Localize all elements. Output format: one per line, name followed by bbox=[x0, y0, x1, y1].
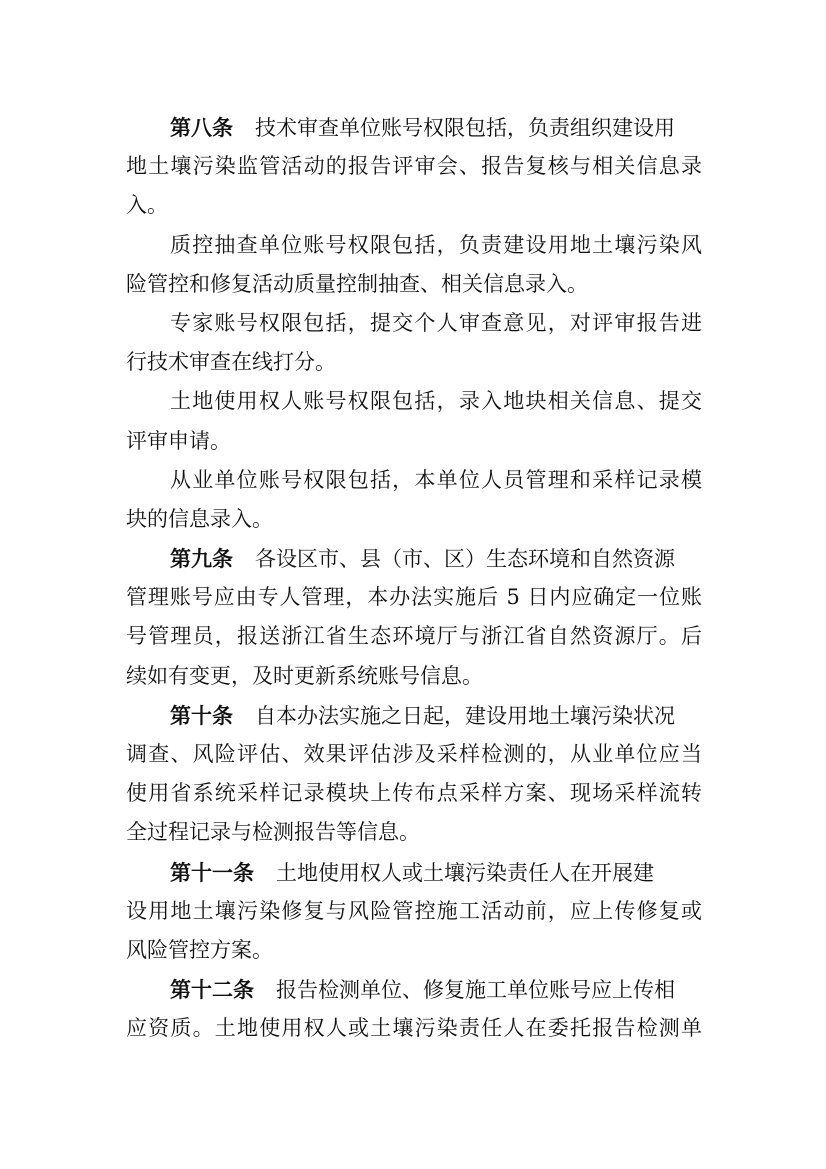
line-text: 地土壤污染监管活动的报告评审会、报告复核与相关信息录 bbox=[126, 154, 702, 179]
text-line bbox=[126, 461, 702, 500]
line-text: 技术审查单位账号权限包括，负责组织建设用 bbox=[255, 116, 675, 140]
text-line bbox=[126, 304, 702, 343]
line-text: 自本办法实施之日起，建设用地土壤污染状况 bbox=[255, 703, 675, 728]
text-line bbox=[126, 226, 702, 265]
line-text: 风险管控方案。 bbox=[126, 937, 273, 962]
line-text: 险管控和修复活动质量控制抽查、相关信息录入。 bbox=[126, 271, 588, 296]
line-text: 续如有变更，及时更新系统账号信息。 bbox=[126, 663, 483, 688]
text-line bbox=[126, 186, 702, 225]
line-text: 入。 bbox=[126, 193, 168, 218]
text-line bbox=[126, 343, 702, 382]
article-heading: 第十二条 bbox=[170, 977, 254, 1003]
document-body bbox=[126, 108, 702, 1049]
text-line bbox=[126, 970, 702, 1009]
paragraph bbox=[126, 696, 702, 853]
text-line bbox=[126, 1009, 702, 1048]
line-text: 设用地土壤污染修复与风险管控施工活动前，应上传修复或 bbox=[126, 898, 702, 923]
line-text: 调查、风险评估、效果评估涉及采样检测的，从业单位应当 bbox=[126, 742, 702, 766]
text-line bbox=[126, 147, 702, 186]
text-line bbox=[126, 931, 702, 970]
text-line bbox=[126, 500, 702, 539]
article-heading: 第八条 bbox=[170, 115, 233, 140]
text-line bbox=[126, 853, 702, 892]
text-line bbox=[126, 735, 702, 774]
line-text: 全过程记录与检测报告等信息。 bbox=[126, 820, 420, 845]
paragraph bbox=[126, 108, 702, 226]
article-heading: 第十条 bbox=[170, 702, 233, 728]
text-line bbox=[126, 696, 702, 735]
article-heading: 第十一条 bbox=[170, 859, 254, 885]
line-text: 使用省系统采样记录模块上传布点采样方案、现场采样流转 bbox=[126, 781, 702, 806]
paragraph bbox=[126, 970, 702, 1048]
line-text: 土地使用权人账号权限包括，录入地块相关信息、提交 bbox=[170, 389, 702, 414]
paragraph bbox=[126, 382, 702, 460]
article-heading: 第九条 bbox=[170, 546, 233, 572]
line-text: 管理账号应由专人管理，本办法实施后 5 日内应确定一位账 bbox=[126, 585, 702, 610]
paragraph bbox=[126, 461, 702, 539]
line-text: 评审申请。 bbox=[126, 428, 231, 453]
line-text: 土地使用权人或土壤污染责任人在开展建 bbox=[276, 860, 654, 885]
line-text: 应资质。土地使用权人或土壤污染责任人在委托报告检测单 bbox=[126, 1016, 702, 1041]
text-line bbox=[126, 617, 702, 656]
line-text: 报告检测单位、修复施工单位账号应上传相 bbox=[276, 978, 675, 1003]
paragraph bbox=[126, 539, 702, 696]
text-line bbox=[126, 265, 702, 304]
text-line bbox=[126, 422, 702, 461]
line-text: 专家账号权限包括，提交个人审查意见，对评审报告进 bbox=[170, 310, 702, 335]
text-line bbox=[126, 539, 702, 578]
line-text: 行技术审查在线打分。 bbox=[126, 350, 336, 375]
paragraph bbox=[126, 853, 702, 971]
text-line bbox=[126, 108, 702, 147]
paragraph bbox=[126, 304, 702, 382]
text-line bbox=[126, 382, 702, 421]
line-text: 各设区市、县（市、区）生态环境和自然资源 bbox=[255, 547, 675, 572]
line-text: 质控抽查单位账号权限包括，负责建设用地土壤污染风 bbox=[170, 232, 702, 257]
line-text: 号管理员，报送浙江省生态环境厅与浙江省自然资源厅。后 bbox=[126, 624, 702, 649]
line-text: 块的信息录入。 bbox=[126, 506, 273, 531]
text-line bbox=[126, 892, 702, 931]
line-text: 从业单位账号权限包括，本单位人员管理和采样记录模 bbox=[170, 467, 702, 492]
paragraph bbox=[126, 226, 702, 304]
text-line bbox=[126, 657, 702, 696]
text-line bbox=[126, 813, 702, 852]
text-line bbox=[126, 578, 702, 617]
text-line bbox=[126, 774, 702, 813]
